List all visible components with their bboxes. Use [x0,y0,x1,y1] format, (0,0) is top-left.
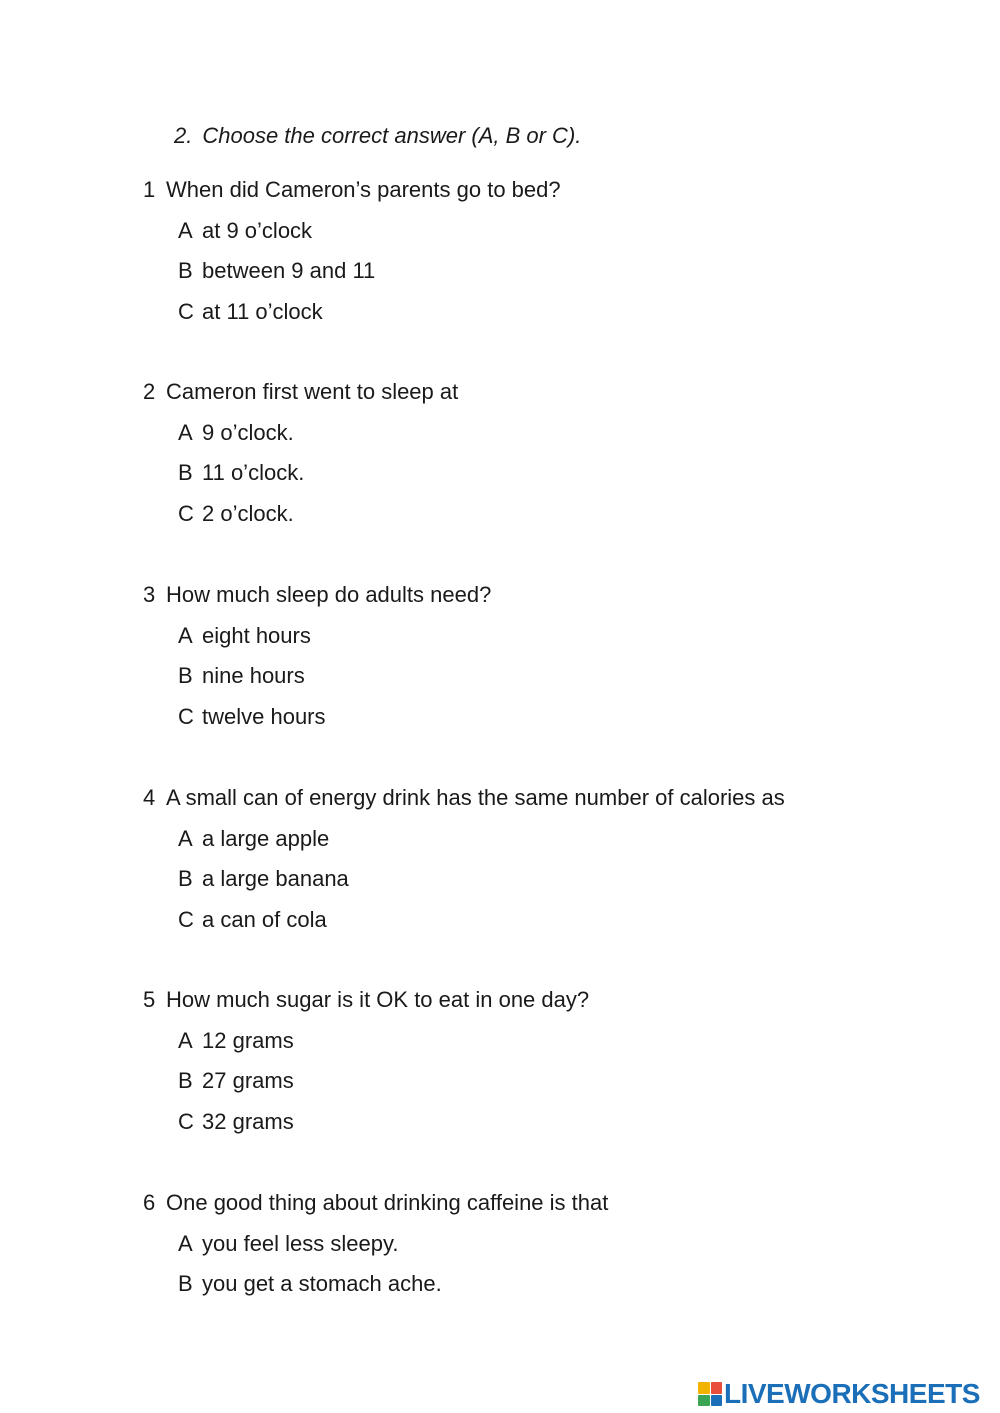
question-number: 2 [143,379,156,404]
option-letter: A [178,217,193,243]
question-1 [143,176,863,326]
option-text: 11 o’clock. [202,460,305,485]
liveworksheets-icon [698,1382,722,1406]
option-text: a large banana [202,866,349,891]
logo-square-2 [711,1382,723,1394]
option-b[interactable] [143,662,863,690]
question-text: How much sugar is it OK to eat in one day? [166,987,590,1012]
question-text: When did Cameron’s parents go to bed? [166,177,561,202]
question-4 [143,784,863,934]
question-text: Cameron first went to sleep at [166,379,459,404]
option-text: a large apple [202,825,330,851]
option-text: 2 o’clock. [202,500,294,526]
option-c[interactable] [143,500,863,528]
option-letter: C [178,500,194,526]
question-text: A small can of energy drink has the same number of calories as [166,785,785,810]
option-letter: A [178,1027,193,1053]
option-text: 27 grams [202,1068,294,1093]
instruction-number: 2. [174,123,193,148]
logo-square-1 [698,1382,710,1394]
option-text: 9 o’clock. [202,419,294,445]
option-letter: B [178,866,193,891]
option-a[interactable] [143,622,863,650]
instruction-text: Choose the correct answer (A, B or C). [202,123,582,148]
option-c[interactable] [143,298,863,326]
question-2 [143,378,863,528]
option-a[interactable] [143,825,863,853]
option-letter: A [178,825,193,851]
option-text: 12 grams [202,1027,294,1053]
option-letter: B [178,1068,193,1093]
option-letter: C [178,703,194,729]
option-letter: B [178,663,193,688]
option-c[interactable] [143,906,863,934]
option-text: at 9 o’clock [202,217,313,243]
question-number: 5 [143,987,156,1012]
option-letter: A [178,419,193,445]
option-text: you get a stomach ache. [202,1271,442,1296]
option-text: 32 grams [202,1108,294,1134]
question-number: 1 [143,177,156,202]
option-letter: A [178,1230,193,1256]
option-letter: C [178,1108,194,1134]
option-text: twelve hours [202,703,326,729]
option-b[interactable] [143,1270,863,1298]
option-letter: A [178,622,193,648]
option-letter: B [178,460,193,485]
option-c[interactable] [143,1108,863,1136]
option-letter: C [178,906,194,932]
question-text: One good thing about drinking caffeine is that [166,1190,609,1215]
option-b[interactable] [143,1067,863,1095]
option-text: nine hours [202,663,305,688]
question-6 [143,1189,863,1298]
instruction [174,122,581,150]
option-a[interactable] [143,217,863,245]
logo-square-4 [711,1395,723,1407]
option-b[interactable] [143,257,863,285]
option-text: eight hours [202,622,311,648]
option-a[interactable] [143,1230,863,1258]
option-text: at 11 o’clock [202,298,323,324]
question-number: 4 [143,785,156,810]
option-letter: C [178,298,194,324]
liveworksheets-logo [698,1378,980,1410]
option-b[interactable] [143,865,863,893]
question-3 [143,581,863,731]
question-text: How much sleep do adults need? [166,582,492,607]
option-c[interactable] [143,703,863,731]
option-text: between 9 and 11 [202,258,376,283]
question-5 [143,986,863,1136]
option-text: you feel less sleepy. [202,1230,399,1256]
logo-square-3 [698,1395,710,1407]
option-a[interactable] [143,419,863,447]
option-letter: B [178,258,193,283]
option-letter: B [178,1271,193,1296]
question-number: 6 [143,1190,156,1215]
logo-text: LIVEWORKSHEETS [724,1378,980,1409]
option-a[interactable] [143,1027,863,1055]
option-b[interactable] [143,459,863,487]
question-number: 3 [143,582,156,607]
option-text: a can of cola [202,906,327,932]
